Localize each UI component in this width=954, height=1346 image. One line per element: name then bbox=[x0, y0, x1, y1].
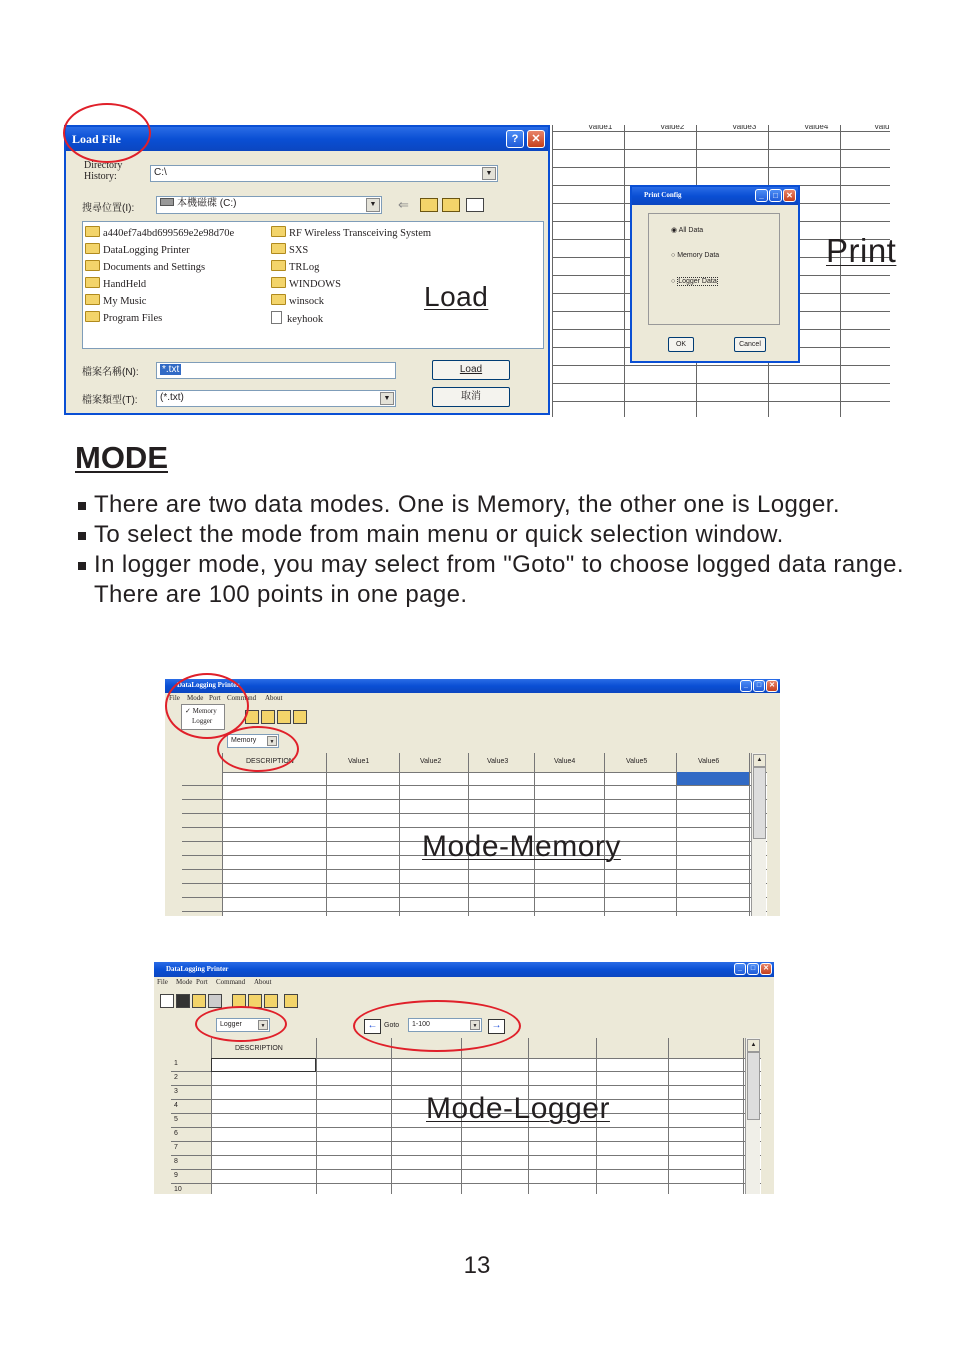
radio-all-data[interactable]: ◉ All Data bbox=[671, 227, 704, 234]
minimize-icon[interactable]: _ bbox=[755, 189, 768, 202]
print-dialog-titlebar[interactable] bbox=[632, 187, 798, 205]
folder-icon bbox=[271, 294, 286, 305]
chevron-down-icon: ▼ bbox=[482, 167, 496, 180]
memory-menubar bbox=[165, 693, 780, 704]
close-icon[interactable]: ✕ bbox=[783, 189, 796, 202]
active-cell[interactable] bbox=[211, 1058, 316, 1072]
toolbar-icon[interactable] bbox=[277, 710, 291, 724]
row-number: 7 bbox=[174, 1144, 178, 1151]
print-options-group bbox=[648, 213, 780, 325]
menu-mode[interactable]: Mode bbox=[187, 694, 204, 702]
filetype-label: 檔案類型(T): bbox=[82, 395, 138, 406]
view-menu-icon[interactable] bbox=[466, 198, 484, 212]
row-number: 8 bbox=[174, 1158, 178, 1165]
chevron-down-icon: ▼ bbox=[258, 1020, 268, 1030]
folder-icon bbox=[85, 277, 100, 288]
highlight-ellipse bbox=[353, 1000, 521, 1052]
load-dialog-title: Load File bbox=[72, 132, 122, 146]
ok-button[interactable]: OK bbox=[668, 337, 694, 352]
new-file-icon[interactable] bbox=[160, 994, 174, 1008]
bullet-item: In logger mode, you may select from "Goto" to choose logged data range. There are 100 points in one page. bbox=[76, 550, 916, 610]
maximize-icon[interactable]: □ bbox=[769, 189, 782, 202]
list-item[interactable]: HandHeld bbox=[85, 277, 146, 290]
logger-caption: Mode-Logger bbox=[426, 1092, 610, 1125]
arrow-right-icon: → bbox=[491, 1020, 502, 1031]
list-item[interactable]: SXS bbox=[271, 243, 308, 256]
bullet-item: There are two data modes. One is Memory, the other one is Logger. bbox=[76, 490, 916, 520]
toolbar-icon[interactable] bbox=[284, 994, 298, 1008]
column-header[interactable]: Value6 bbox=[698, 758, 720, 765]
menu-file[interactable]: File bbox=[169, 694, 180, 702]
folder-icon bbox=[85, 294, 100, 305]
bullet-item: To select the mode from main menu or quick selection window. bbox=[76, 520, 916, 550]
load-button[interactable]: Load bbox=[432, 360, 510, 380]
load-file-dialog bbox=[64, 125, 550, 415]
highlight-ellipse bbox=[217, 726, 299, 772]
list-item[interactable]: winsock bbox=[271, 294, 324, 307]
mode-select[interactable]: Logger ▼ bbox=[216, 1018, 270, 1032]
toolbar-icon[interactable] bbox=[264, 994, 278, 1008]
filetype-dropdown[interactable] bbox=[156, 390, 396, 407]
open-icon[interactable] bbox=[192, 994, 206, 1008]
memory-titlebar[interactable] bbox=[165, 679, 780, 693]
maximize-icon[interactable]: □ bbox=[753, 680, 765, 692]
vertical-scrollbar[interactable] bbox=[751, 753, 766, 916]
history-dropdown[interactable] bbox=[150, 165, 498, 182]
grid-header: Valu bbox=[874, 125, 890, 131]
save-icon[interactable] bbox=[176, 994, 190, 1008]
menu-command[interactable]: Command bbox=[227, 694, 257, 702]
logger-titlebar[interactable] bbox=[154, 962, 774, 977]
lookin-value: 本機磁碟 (C:) bbox=[177, 198, 237, 209]
menu-about[interactable]: About bbox=[265, 694, 283, 702]
scroll-thumb[interactable] bbox=[747, 1052, 760, 1120]
list-item[interactable]: RF Wireless Transceiving System bbox=[271, 226, 431, 239]
folder-icon bbox=[85, 226, 100, 237]
column-header[interactable]: Value3 bbox=[487, 758, 509, 765]
lookin-dropdown[interactable] bbox=[156, 196, 382, 214]
scroll-thumb[interactable] bbox=[753, 767, 766, 839]
chevron-down-icon: ▼ bbox=[380, 392, 394, 405]
mode-select[interactable]: Memory ▼ bbox=[227, 734, 279, 748]
close-icon[interactable]: ✕ bbox=[527, 130, 545, 148]
minimize-icon[interactable]: _ bbox=[734, 963, 746, 975]
filename-value: *.txt bbox=[162, 364, 180, 375]
row-number: 5 bbox=[174, 1116, 178, 1123]
list-item[interactable]: My Music bbox=[85, 294, 146, 307]
logger-mode-window bbox=[154, 962, 774, 1194]
new-folder-icon[interactable] bbox=[442, 198, 460, 212]
row-number: 2 bbox=[174, 1074, 178, 1081]
row-number: 1 bbox=[174, 1060, 178, 1067]
row-number: 9 bbox=[174, 1172, 178, 1179]
radio-selected-icon: ◉ bbox=[671, 227, 678, 234]
list-item[interactable]: Program Files bbox=[85, 311, 162, 324]
filename-input[interactable] bbox=[156, 362, 396, 379]
folder-icon bbox=[271, 243, 286, 254]
minimize-icon[interactable]: _ bbox=[740, 680, 752, 692]
folder-icon bbox=[85, 243, 100, 254]
folder-icon bbox=[271, 260, 286, 271]
chevron-down-icon: ▼ bbox=[470, 1020, 480, 1030]
maximize-icon[interactable]: □ bbox=[747, 963, 759, 975]
folder-icon bbox=[85, 311, 100, 322]
column-header[interactable]: DESCRIPTION bbox=[246, 758, 294, 765]
print-config-dialog bbox=[630, 185, 800, 363]
history-value: C:\ bbox=[154, 167, 167, 178]
list-item[interactable]: TRLog bbox=[271, 260, 319, 273]
menu-item-logger[interactable]: Logger bbox=[192, 717, 213, 725]
column-header[interactable]: Value1 bbox=[348, 758, 370, 765]
lookin-label: 搜尋位置(I): bbox=[82, 203, 135, 214]
list-item[interactable]: WINDOWS bbox=[271, 277, 341, 290]
print-icon[interactable] bbox=[208, 994, 222, 1008]
column-header[interactable]: Value4 bbox=[554, 758, 576, 765]
print-dialog-title: Print Config bbox=[644, 191, 682, 199]
highlight-ellipse bbox=[63, 103, 151, 163]
column-header[interactable]: DESCRIPTION bbox=[235, 1045, 283, 1052]
selected-cell[interactable] bbox=[677, 772, 749, 785]
print-caption: Print bbox=[826, 232, 897, 269]
filename-label: 檔案名稱(N): bbox=[82, 367, 139, 378]
arrow-left-icon: ← bbox=[367, 1020, 378, 1031]
goto-select[interactable]: 1-100 ▼ bbox=[408, 1018, 482, 1032]
list-item[interactable]: keyhook bbox=[271, 311, 323, 325]
radio-memory-data[interactable]: ○ Memory Data bbox=[671, 252, 720, 259]
row-header-column bbox=[182, 772, 222, 916]
load-caption: Load bbox=[424, 281, 489, 312]
menu-port[interactable]: Port bbox=[209, 694, 221, 702]
row-number: 3 bbox=[174, 1088, 178, 1095]
goto-label: Goto bbox=[384, 1022, 400, 1029]
vertical-scrollbar[interactable] bbox=[745, 1038, 760, 1194]
close-icon[interactable]: ✕ bbox=[760, 963, 772, 975]
scroll-up-icon[interactable]: ▲ bbox=[747, 1039, 760, 1052]
grid-header: Value1 bbox=[588, 125, 613, 131]
folder-icon bbox=[85, 260, 100, 271]
memory-mode-window bbox=[165, 679, 780, 916]
toolbar-icon[interactable] bbox=[261, 710, 275, 724]
filetype-value: (*.txt) bbox=[160, 392, 184, 403]
cancel-button[interactable]: 取消 bbox=[432, 387, 510, 407]
list-item[interactable]: a440ef7a4bd699569e2e98d70e bbox=[85, 226, 234, 239]
mode-bullets bbox=[76, 490, 916, 610]
menu-mode[interactable]: Mode bbox=[176, 978, 193, 986]
scroll-up-icon[interactable]: ▲ bbox=[753, 754, 766, 767]
column-header[interactable]: Value2 bbox=[420, 758, 442, 765]
menu-port[interactable]: Port bbox=[196, 978, 208, 986]
history-label: Directory History: bbox=[84, 160, 123, 182]
folder-icon bbox=[271, 277, 286, 288]
column-header[interactable]: Value5 bbox=[626, 758, 648, 765]
logger-menubar bbox=[154, 977, 774, 988]
memory-caption: Mode-Memory bbox=[422, 830, 621, 863]
menu-item-memory[interactable]: ✓ Memory bbox=[185, 707, 217, 715]
radio-icon: ○ bbox=[671, 278, 676, 285]
back-arrow-icon[interactable]: ⇐ bbox=[398, 197, 409, 212]
grid-header: Value3 bbox=[732, 125, 757, 131]
print-cancel-button[interactable]: Cancel bbox=[734, 337, 766, 352]
mode-heading: MODE bbox=[75, 440, 168, 475]
logger-window-title: DataLogging Printer bbox=[166, 965, 229, 973]
page-number: 13 bbox=[463, 1252, 491, 1279]
chevron-down-icon: ▼ bbox=[267, 736, 277, 746]
row-number: 6 bbox=[174, 1130, 178, 1137]
highlight-ellipse bbox=[195, 1006, 287, 1042]
folder-icon bbox=[271, 226, 286, 237]
menu-command[interactable]: Command bbox=[216, 978, 246, 986]
row-number: 10 bbox=[174, 1186, 182, 1193]
file-icon bbox=[271, 311, 282, 324]
help-icon[interactable]: ? bbox=[506, 130, 524, 148]
list-item[interactable]: Documents and Settings bbox=[85, 260, 205, 273]
chevron-down-icon: ▼ bbox=[366, 198, 380, 212]
grid-header: Value4 bbox=[804, 125, 829, 131]
grid-header: Value2 bbox=[660, 125, 685, 131]
drive-icon bbox=[160, 198, 174, 206]
list-item[interactable]: DataLogging Printer bbox=[85, 243, 190, 256]
memory-window-title: DataLogging Printer bbox=[177, 681, 240, 689]
up-folder-icon[interactable] bbox=[420, 198, 438, 212]
menu-about[interactable]: About bbox=[254, 978, 272, 986]
menu-file[interactable]: File bbox=[157, 978, 168, 986]
close-icon[interactable]: ✕ bbox=[766, 680, 778, 692]
radio-icon: ○ bbox=[671, 252, 676, 259]
radio-logger-data[interactable]: ○ Logger Data bbox=[671, 278, 717, 285]
row-number: 4 bbox=[174, 1102, 178, 1109]
toolbar-icon[interactable] bbox=[293, 710, 307, 724]
